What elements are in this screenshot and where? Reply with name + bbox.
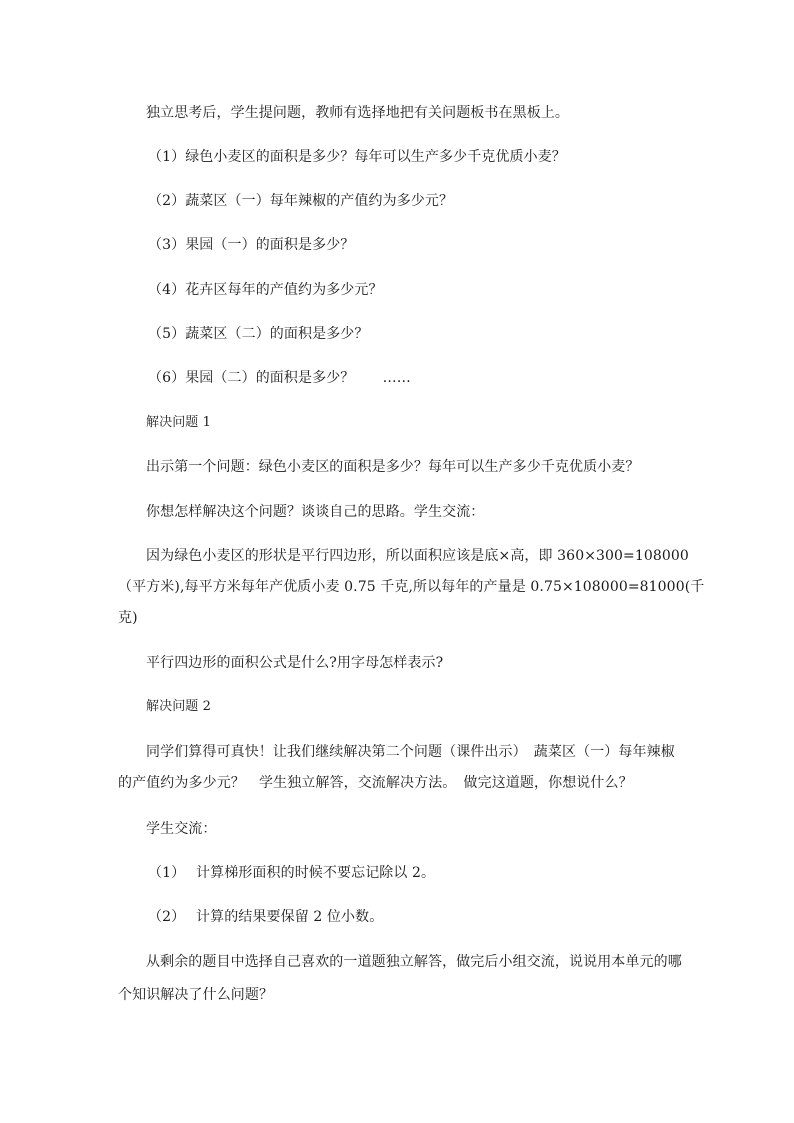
paragraph-2-line-1: 同学们算得可真快！让我们继续解决第二个问题（课件出示） 蔬菜区（一）每年辣椒	[146, 744, 675, 760]
question-5: （5）蔬菜区（二）的面积是多少？	[148, 326, 369, 342]
heading-problem-1: 解决问题 1	[146, 415, 212, 430]
question-6: （6）果园（二）的面积是多少？ ……	[148, 370, 411, 386]
paragraph-2-line-2: 的产值约为多少元？ 学生独立解答，交流解决方法。 做完这道题，你想说什么？	[118, 775, 633, 791]
question-1: （1）绿色小麦区的面积是多少？每年可以生产多少千克优质小麦？	[148, 149, 566, 165]
question-2: （2）蔬菜区（一）每年辣椒的产值约为多少元？	[148, 193, 454, 209]
formula-question: 平行四边形的面积公式是什么?用字母怎样表示?	[146, 655, 444, 671]
intro-paragraph: 独立思考后，学生提问题，教师有选择地把有关问题板书在黑板上。	[146, 105, 569, 121]
point-1	[118, 866, 678, 880]
point-2-number: （2）	[148, 909, 186, 925]
solution-line-2: （平方米),每平方米每年产优质小麦 0.75 千克,所以每年的产量是 0.75×108000=81000(千	[118, 579, 705, 595]
heading-problem-2: 解决问题 2	[146, 699, 212, 714]
final-line-1: 从剩余的题目中选择自己喜欢的一道题独立解答，做完后小组交流，说说用本单元的哪	[146, 954, 682, 970]
show-question-1: 出示第一个问题：绿色小麦区的面积是多少？每年可以生产多少千克优质小麦？	[146, 459, 640, 475]
document-page	[118, 0, 705, 1123]
question-3: （3）果园（一）的面积是多少？	[148, 237, 355, 253]
question-4: （4）花卉区每年的产值约为多少元？	[148, 282, 383, 298]
solution-line-3: 克)	[118, 610, 138, 626]
student-exchange: 学生交流：	[146, 821, 217, 837]
point-2-text: 计算的结果要保留 2 位小数。	[196, 909, 384, 925]
final-line-2: 个知识解决了什么问题？	[118, 987, 274, 1003]
point-1-text: 计算梯形面积的时候不要忘记除以 2。	[196, 865, 436, 881]
point-2	[118, 910, 678, 924]
think-prompt: 你想怎样解决这个问题？谈谈自己的思路。学生交流：	[146, 504, 485, 520]
point-1-number: （1）	[148, 865, 186, 881]
solution-line-1: 因为绿色小麦区的形状是平行四边形，所以面积应该是底×高，即 360×300=108000	[146, 548, 689, 564]
